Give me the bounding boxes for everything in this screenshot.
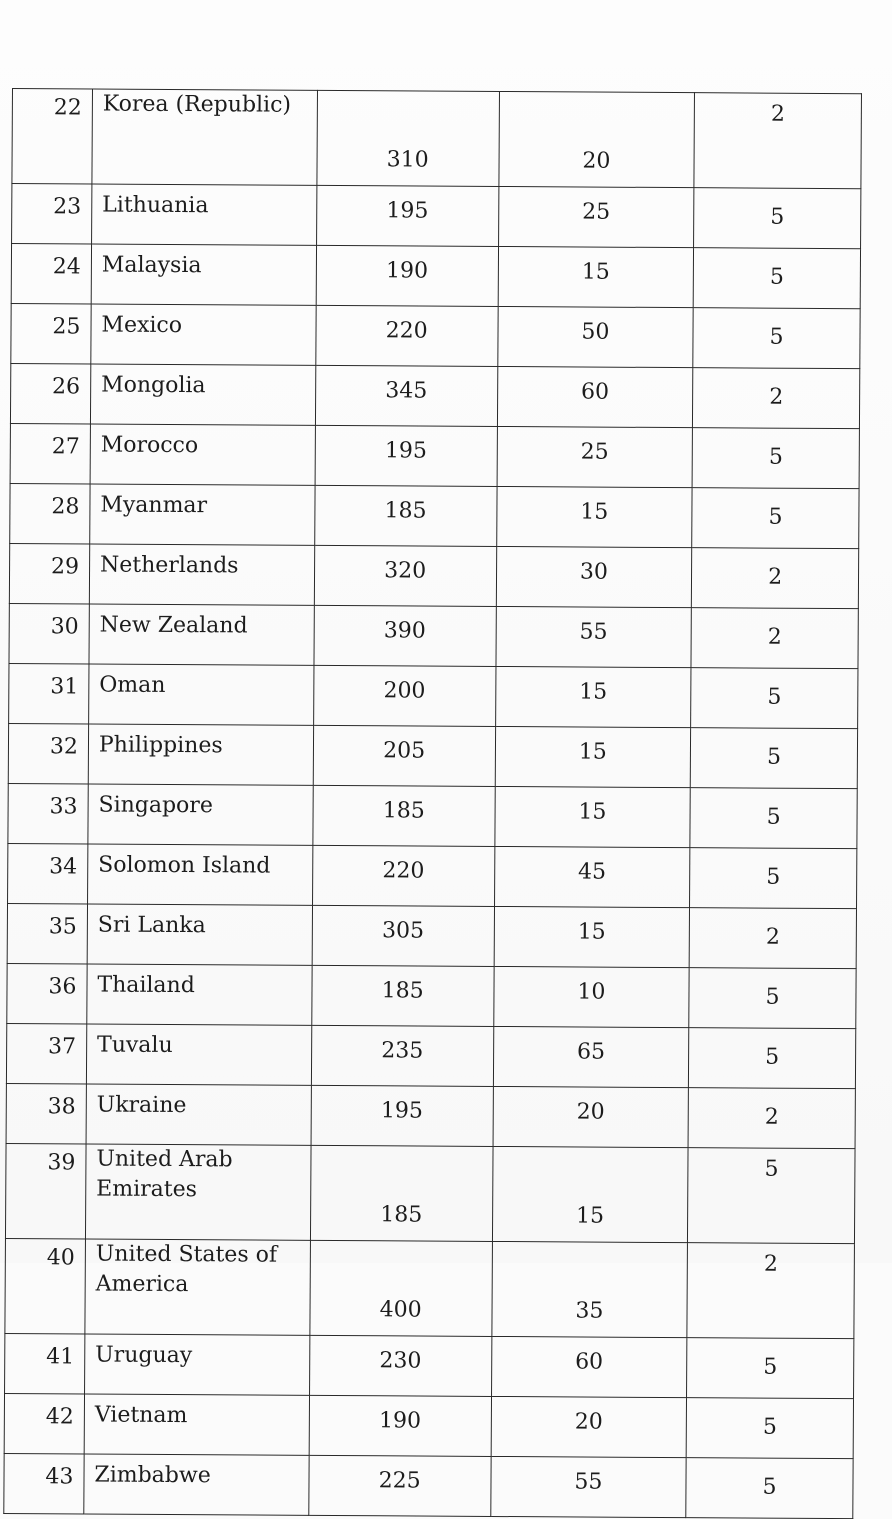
country-name-cell: Oman bbox=[89, 664, 314, 725]
value-2-cell: 60 bbox=[497, 366, 693, 427]
value-2-cell: 45 bbox=[494, 846, 690, 907]
serial-number-cell: 28 bbox=[10, 483, 90, 543]
country-name-cell: Zimbabwe bbox=[84, 1454, 309, 1515]
value-3-cell: 5 bbox=[689, 1028, 856, 1089]
serial-number-cell: 25 bbox=[11, 303, 91, 363]
value-1-cell: 320 bbox=[314, 545, 496, 606]
value-1-cell: 195 bbox=[315, 425, 497, 486]
value-3-cell: 2 bbox=[691, 608, 858, 669]
value-1-cell: 185 bbox=[310, 1145, 492, 1241]
value-1-cell: 205 bbox=[313, 725, 495, 786]
table-row bbox=[8, 843, 857, 908]
table-row bbox=[10, 423, 859, 488]
value-1-cell: 230 bbox=[309, 1335, 491, 1396]
value-1-cell: 190 bbox=[316, 245, 498, 306]
country-name-cell: Morocco bbox=[90, 424, 315, 485]
value-1-cell: 235 bbox=[311, 1025, 493, 1086]
value-1-cell: 310 bbox=[317, 90, 499, 186]
value-2-cell: 25 bbox=[497, 426, 693, 487]
value-1-cell: 185 bbox=[312, 965, 494, 1026]
value-1-cell: 200 bbox=[313, 665, 495, 726]
table-row bbox=[11, 303, 860, 368]
value-2-cell: 15 bbox=[494, 906, 690, 967]
table-row bbox=[12, 89, 862, 189]
serial-number-cell: 42 bbox=[4, 1393, 84, 1453]
value-3-cell: 5 bbox=[690, 728, 857, 789]
value-2-cell: 50 bbox=[497, 306, 693, 367]
value-3-cell: 5 bbox=[692, 428, 859, 489]
value-3-cell: 5 bbox=[686, 1398, 853, 1459]
serial-number-cell: 39 bbox=[5, 1143, 86, 1238]
value-3-cell: 2 bbox=[689, 908, 856, 969]
table-row bbox=[10, 363, 859, 428]
value-3-cell: 5 bbox=[688, 1148, 855, 1244]
value-1-cell: 400 bbox=[310, 1240, 492, 1336]
serial-number-cell: 37 bbox=[6, 1023, 86, 1083]
value-3-cell: 5 bbox=[691, 668, 858, 729]
country-name-cell: Tuvalu bbox=[86, 1024, 311, 1085]
serial-number-cell: 40 bbox=[5, 1238, 86, 1333]
serial-number-cell: 29 bbox=[9, 543, 89, 603]
value-3-cell: 5 bbox=[693, 308, 860, 369]
value-2-cell: 10 bbox=[493, 966, 689, 1027]
serial-number-cell: 30 bbox=[9, 603, 89, 663]
table-row bbox=[8, 723, 857, 788]
table-row bbox=[9, 663, 858, 728]
country-name-cell: Korea (Republic) bbox=[92, 89, 317, 185]
country-name-cell: Malaysia bbox=[91, 244, 316, 305]
value-3-cell: 2 bbox=[687, 1243, 854, 1339]
value-2-cell: 15 bbox=[496, 486, 692, 547]
value-2-cell: 15 bbox=[498, 246, 694, 307]
value-3-cell: 2 bbox=[688, 1088, 855, 1149]
value-3-cell: 2 bbox=[693, 368, 860, 429]
value-3-cell: 5 bbox=[693, 248, 860, 309]
country-name-cell: Solomon Island bbox=[87, 844, 312, 905]
table-row bbox=[4, 1393, 853, 1458]
value-2-cell: 60 bbox=[491, 1336, 687, 1397]
table-row bbox=[8, 783, 857, 848]
table-row bbox=[5, 1333, 854, 1398]
value-2-cell: 25 bbox=[498, 186, 694, 247]
table-row bbox=[6, 1083, 855, 1148]
value-3-cell: 2 bbox=[694, 93, 861, 189]
country-name-cell: United States of America bbox=[85, 1239, 310, 1335]
country-name-cell: Lithuania bbox=[91, 184, 316, 245]
serial-number-cell: 23 bbox=[12, 184, 92, 244]
value-2-cell: 20 bbox=[498, 91, 694, 187]
value-1-cell: 195 bbox=[316, 185, 498, 246]
country-name-cell: Mongolia bbox=[90, 364, 315, 425]
serial-number-cell: 31 bbox=[9, 663, 89, 723]
value-2-cell: 15 bbox=[495, 726, 691, 787]
value-3-cell: 5 bbox=[690, 788, 857, 849]
table-row bbox=[7, 903, 856, 968]
value-2-cell: 15 bbox=[492, 1146, 688, 1242]
country-name-cell: Netherlands bbox=[89, 544, 314, 605]
value-2-cell: 15 bbox=[494, 786, 690, 847]
value-1-cell: 190 bbox=[309, 1395, 491, 1456]
country-name-cell: United Arab Emirates bbox=[85, 1144, 310, 1240]
serial-number-cell: 34 bbox=[8, 843, 88, 903]
value-1-cell: 305 bbox=[312, 905, 494, 966]
country-name-cell: Philippines bbox=[88, 724, 313, 785]
table-row bbox=[10, 483, 859, 548]
value-1-cell: 185 bbox=[314, 485, 496, 546]
value-3-cell: 5 bbox=[694, 188, 861, 249]
serial-number-cell: 33 bbox=[8, 783, 88, 843]
country-name-cell: Singapore bbox=[88, 784, 313, 845]
country-name-cell: Myanmar bbox=[90, 484, 315, 545]
value-3-cell: 5 bbox=[686, 1458, 853, 1519]
country-name-cell: Uruguay bbox=[84, 1334, 309, 1395]
country-name-cell: Sri Lanka bbox=[87, 904, 312, 965]
serial-number-cell: 35 bbox=[7, 903, 87, 963]
value-1-cell: 225 bbox=[309, 1455, 491, 1516]
table-row bbox=[11, 244, 860, 309]
value-2-cell: 65 bbox=[493, 1026, 689, 1087]
value-2-cell: 15 bbox=[495, 666, 691, 727]
country-name-cell: Thailand bbox=[87, 964, 312, 1025]
serial-number-cell: 36 bbox=[7, 963, 87, 1023]
country-name-cell: Mexico bbox=[91, 304, 316, 365]
value-2-cell: 55 bbox=[490, 1456, 686, 1517]
table-row bbox=[5, 1143, 855, 1243]
value-3-cell: 5 bbox=[692, 488, 859, 549]
table-row bbox=[4, 1453, 853, 1518]
country-name-cell: Vietnam bbox=[84, 1394, 309, 1455]
table-row bbox=[9, 603, 858, 668]
value-2-cell: 35 bbox=[491, 1241, 687, 1337]
table-row bbox=[6, 1023, 855, 1088]
table-row bbox=[7, 963, 856, 1028]
value-2-cell: 20 bbox=[493, 1086, 689, 1147]
table-row bbox=[5, 1238, 855, 1338]
country-name-cell: Ukraine bbox=[86, 1084, 311, 1145]
table-row bbox=[12, 184, 861, 249]
value-3-cell: 5 bbox=[687, 1338, 854, 1399]
serial-number-cell: 24 bbox=[11, 244, 91, 304]
serial-number-cell: 27 bbox=[10, 423, 90, 483]
value-1-cell: 345 bbox=[315, 365, 497, 426]
value-3-cell: 5 bbox=[689, 968, 856, 1029]
value-1-cell: 195 bbox=[311, 1085, 493, 1146]
table-row bbox=[9, 543, 858, 608]
value-3-cell: 5 bbox=[690, 848, 857, 909]
value-2-cell: 30 bbox=[496, 546, 692, 607]
value-2-cell: 55 bbox=[496, 606, 692, 667]
value-1-cell: 220 bbox=[312, 845, 494, 906]
serial-number-cell: 43 bbox=[4, 1453, 84, 1513]
serial-number-cell: 22 bbox=[12, 89, 93, 184]
value-2-cell: 20 bbox=[491, 1396, 687, 1457]
serial-number-cell: 26 bbox=[10, 363, 90, 423]
value-1-cell: 220 bbox=[316, 305, 498, 366]
value-3-cell: 2 bbox=[692, 548, 859, 609]
country-table bbox=[3, 88, 862, 1519]
serial-number-cell: 32 bbox=[8, 723, 88, 783]
value-1-cell: 185 bbox=[313, 785, 495, 846]
value-1-cell: 390 bbox=[314, 605, 496, 666]
serial-number-cell: 41 bbox=[5, 1333, 85, 1393]
serial-number-cell: 38 bbox=[6, 1083, 86, 1143]
country-name-cell: New Zealand bbox=[89, 604, 314, 665]
